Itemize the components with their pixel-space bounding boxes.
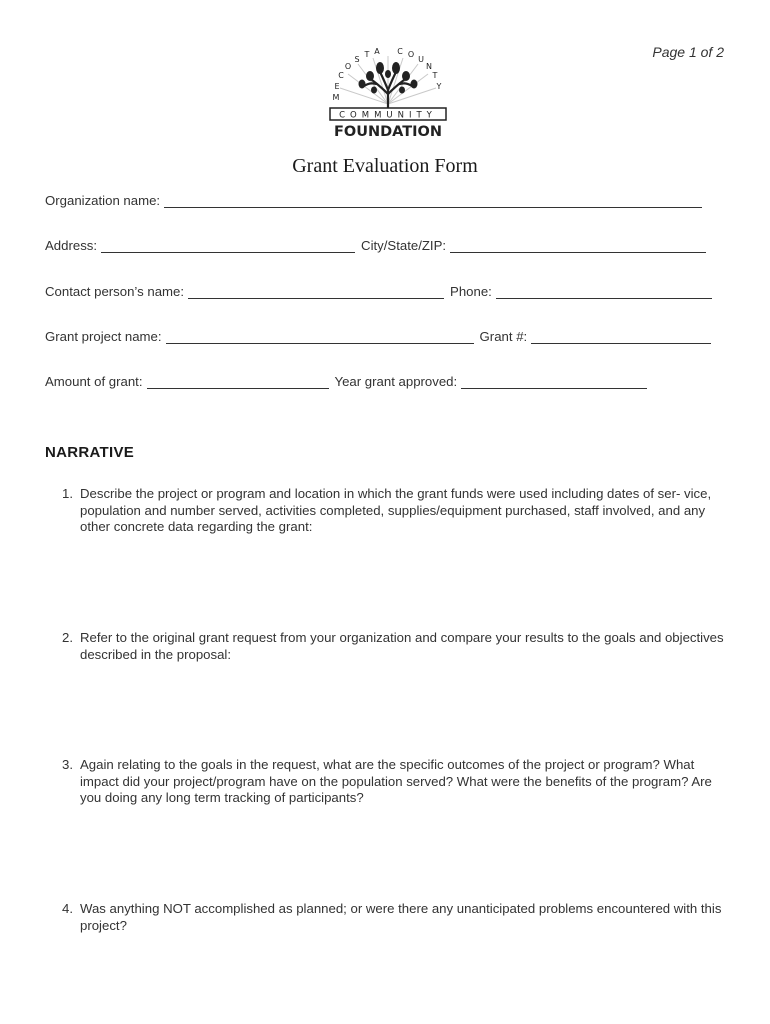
question-text: Describe the project or program and location in which the grant funds were used including dates of ser- vice, population and number served, activities completed, supplies/equipment purchased, staff involved, and any other concrete data regarding the grant: xyxy=(80,486,712,535)
question-2 xyxy=(62,630,727,663)
question-text: Again relating to the goals in the request, what are the specific outcomes of the project or program? What impact did your project/program have on the population served? What were the benefits of the program? Are you doing any long term tracking of participants? xyxy=(80,757,712,806)
svg-text:U: U xyxy=(418,55,424,64)
question-number: 3. xyxy=(62,757,73,772)
section-heading: NARRATIVE xyxy=(45,444,135,461)
svg-text:N: N xyxy=(426,62,432,71)
question-number: 1. xyxy=(62,486,73,501)
form-title: Grant Evaluation Form xyxy=(292,155,478,177)
foundation-logo xyxy=(318,44,458,140)
question-text: Was anything NOT accomplished as planned; or were there any unanticipated problems encountered with this project? xyxy=(80,901,722,933)
phone-field[interactable] xyxy=(496,284,712,299)
question-number: 4. xyxy=(62,901,73,916)
svg-text:S: S xyxy=(354,55,360,64)
project-label: Grant project name: xyxy=(45,329,162,344)
amount-field[interactable] xyxy=(147,374,329,389)
organization-label: Organization name: xyxy=(45,193,161,208)
amount-label: Amount of grant: xyxy=(45,374,143,389)
contact-label: Contact person’s name: xyxy=(45,284,185,299)
question-text: Refer to the original grant request from your organization and compare your results to the goals and objectives described in the proposal: xyxy=(80,630,724,662)
year-approved-field[interactable] xyxy=(461,374,647,389)
svg-text:A: A xyxy=(374,47,380,56)
page-indicator: Page 1 of 2 xyxy=(652,44,724,60)
svg-text:C: C xyxy=(397,47,403,56)
city-state-zip-field[interactable] xyxy=(450,238,706,253)
logo-band-text: COMMUNITY xyxy=(339,110,437,121)
question-1 xyxy=(62,486,727,536)
question-number: 2. xyxy=(62,630,73,645)
question-4 xyxy=(62,901,727,934)
amount-row xyxy=(45,369,653,389)
question-3 xyxy=(62,757,727,807)
year-approved-label: Year grant approved: xyxy=(334,374,458,389)
phone-label: Phone: xyxy=(450,284,492,299)
svg-text:O: O xyxy=(344,62,352,71)
svg-text:M: M xyxy=(332,93,340,102)
address-field[interactable] xyxy=(101,238,355,253)
svg-text:T: T xyxy=(364,50,370,59)
svg-text:T: T xyxy=(432,71,438,80)
city-state-zip-label: City/State/ZIP: xyxy=(361,238,447,253)
svg-text:E: E xyxy=(334,82,340,91)
svg-text:O: O xyxy=(407,50,415,59)
grant-number-field[interactable] xyxy=(531,329,711,344)
svg-text:C: C xyxy=(338,71,344,80)
svg-text:Y: Y xyxy=(436,82,442,91)
address-label: Address: xyxy=(45,238,98,253)
project-field[interactable] xyxy=(166,329,474,344)
organization-row xyxy=(45,188,708,208)
tree-logo-icon xyxy=(318,44,458,140)
project-row xyxy=(45,324,717,344)
grant-number-label: Grant #: xyxy=(479,329,528,344)
logo-name-text: FOUNDATION xyxy=(333,124,443,140)
contact-field[interactable] xyxy=(188,284,444,299)
address-row xyxy=(45,233,712,253)
organization-field[interactable] xyxy=(164,193,702,208)
contact-row xyxy=(45,279,718,299)
